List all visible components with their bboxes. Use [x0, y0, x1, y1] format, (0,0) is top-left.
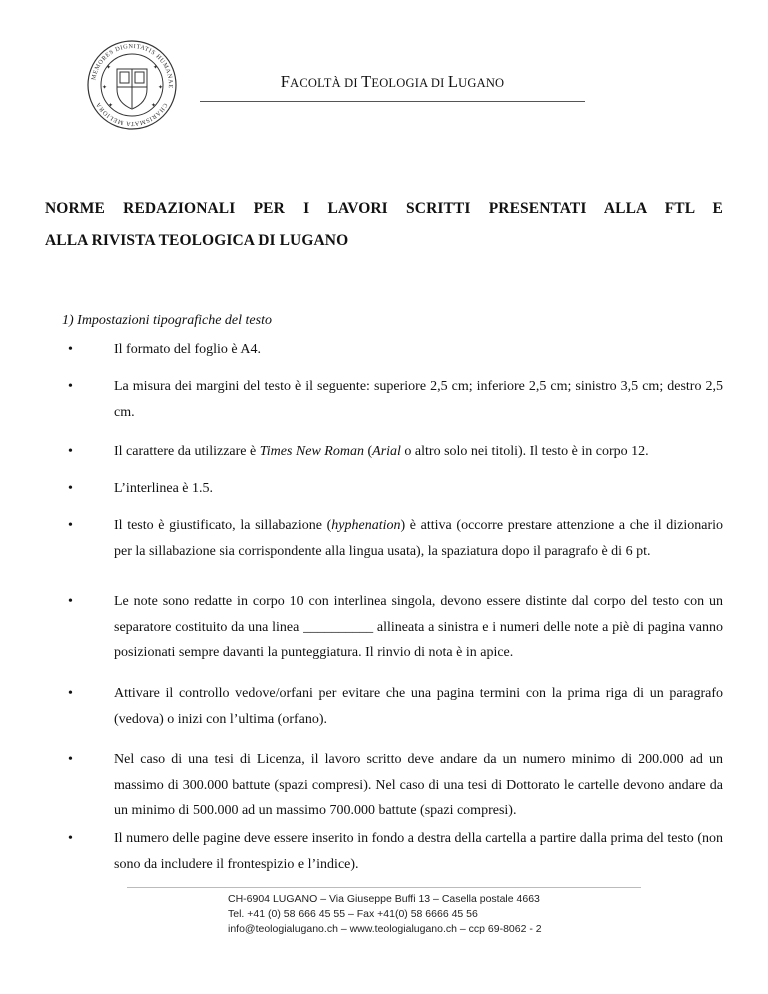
footer-address: CH-6904 LUGANO – Via Giuseppe Buffi 13 – Casella postale 4663 — [228, 893, 540, 905]
svg-text:✦: ✦ — [108, 102, 114, 109]
bullet-icon: • — [68, 594, 73, 609]
list-item: • Il numero delle pagine deve essere inserito in fondo a destra della cartella a partire dalla prima del testo (non sono da includere il frontespizio e l’indice). — [90, 826, 723, 877]
svg-text:✦: ✦ — [153, 64, 159, 71]
footer-rule — [127, 887, 641, 888]
header-rule — [200, 101, 585, 102]
list-item: • Nel caso di una tesi di Licenza, il lavoro scritto deve andare da un numero minimo di 200.000 ad un massimo di 300.000 battute (spazi compresi). Nel caso di una tesi di Dottorato le cartelle devono andare da un minimo di 500.000 ad un massimo 700.000 battute (spazi compresi). — [90, 747, 723, 824]
document-title — [45, 193, 723, 257]
list-item: • Il testo è giustificato, la sillabazione (hyphenation) è attiva (occorre prestare attenzione a che il dizionario per la sillabazione sia corrispondente alla lingua usata), la spaziatura dopo il paragrafo è di 6 pt. — [90, 513, 723, 564]
footer-contact — [228, 892, 542, 937]
institution-name: FACOLTÀ DI TEOLOGIA DI LUGANO — [280, 72, 505, 91]
svg-text:✦: ✦ — [106, 64, 112, 71]
list-item: • Le note sono redatte in corpo 10 con interlinea singola, devono essere distinte dal corpo del testo con un separatore costituito da una linea __________ allineata a sinistra e i numeri delle note a piè di pagina vanno posizionati sempre davanti la punteggiatura. Il rinvio di nota è in apice. — [90, 589, 723, 666]
bullet-icon: • — [68, 752, 73, 767]
section-heading: 1) Impostazioni tipografiche del testo — [62, 313, 272, 328]
bullet-icon: • — [68, 379, 73, 394]
title-line-1: NORME REDAZIONALI PER I LAVORI SCRITTI PRESENTATI ALLA FTL E — [45, 200, 723, 217]
bullet-icon: • — [68, 444, 73, 459]
title-line-2: ALLA RIVISTA TEOLOGICA DI LUGANO — [45, 232, 349, 249]
list-item: • La misura dei margini del testo è il seguente: superiore 2,5 cm; inferiore 2,5 cm; sinistro 3,5 cm; destro 2,5 cm. — [90, 374, 723, 425]
svg-text:✦: ✦ — [158, 84, 164, 91]
footer-web[interactable]: info@teologialugano.ch – www.teologialugano.ch – ccp 69-8062 - 2 — [228, 923, 542, 935]
svg-text:✦: ✦ — [151, 102, 157, 109]
bullet-icon: • — [68, 481, 73, 496]
bullet-icon: • — [68, 342, 73, 357]
seal-motto-text: CHARISMATA MELIORA — [94, 100, 169, 128]
faculty-seal-logo — [86, 39, 178, 131]
bullet-icon: • — [68, 686, 73, 701]
seal-ring-text: MEMORES DIGNITATIS HUMANAE — [90, 42, 175, 89]
list-item: • Il formato del foglio è A4. — [90, 337, 723, 363]
list-item: • Il carattere da utilizzare è Times New Roman (Arial o altro solo nei titoli). Il testo è in corpo 12. — [90, 439, 723, 465]
list-item: • L’interlinea è 1.5. — [90, 476, 723, 502]
svg-text:✦: ✦ — [102, 84, 108, 91]
bullet-icon: • — [68, 831, 73, 846]
footer-phone: Tel. +41 (0) 58 666 45 55 – Fax +41(0) 58 6666 45 56 — [228, 908, 478, 920]
bullet-icon: • — [68, 518, 73, 533]
list-item: • Attivare il controllo vedove/orfani per evitare che una pagina termini con la prima riga di un paragrafo (vedova) o inizi con l’ultima (orfano). — [90, 681, 723, 732]
